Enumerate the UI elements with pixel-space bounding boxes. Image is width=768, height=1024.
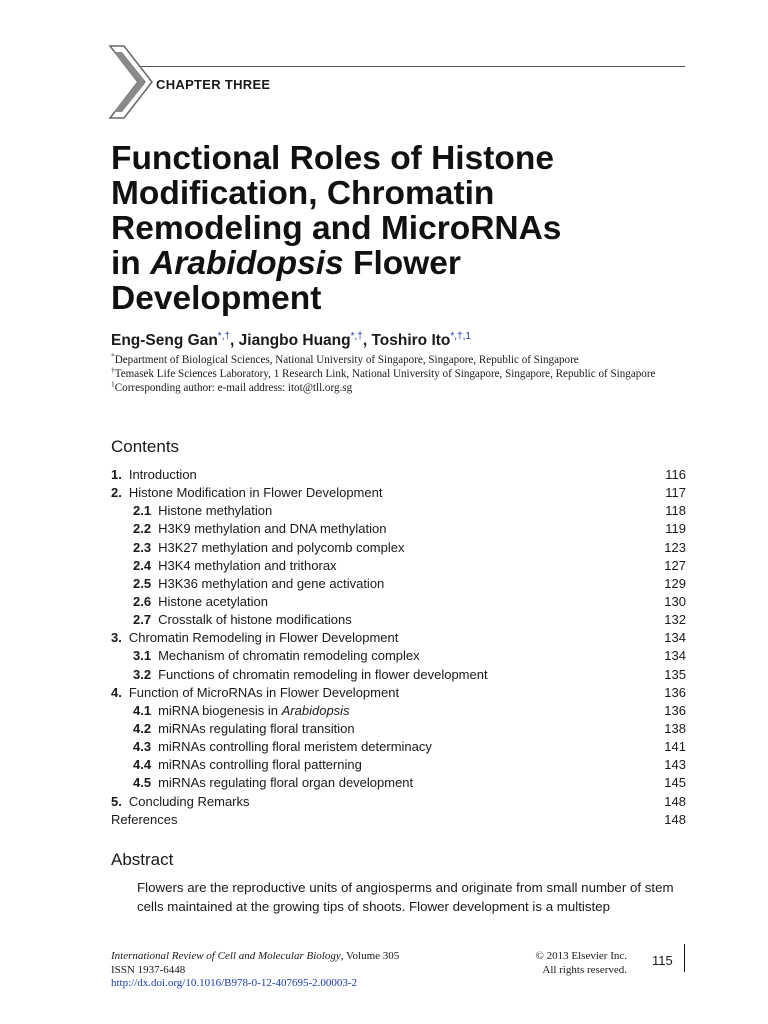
affiliation-mark: *: [111, 351, 115, 361]
toc-entry[interactable]: [111, 539, 686, 557]
toc-entry-title: H3K36 methylation and gene activation: [158, 575, 385, 591]
toc-entry-page: 136: [664, 702, 686, 718]
author-affiliation-marks: *,†,1: [450, 330, 471, 342]
toc-entry-page: 148: [664, 793, 686, 809]
toc-entry-page: 119: [665, 521, 686, 537]
chapter-label: CHAPTER THREE: [156, 77, 271, 92]
toc-entry-page: 130: [664, 593, 686, 609]
toc-entry-label: [133, 557, 337, 575]
toc-entry[interactable]: [111, 756, 686, 774]
toc-entry-page: 118: [665, 503, 686, 519]
toc-entry-page: 148: [664, 811, 686, 827]
toc-entry-label: [111, 629, 398, 647]
page-number: 115: [652, 953, 673, 968]
toc-entry-page: 134: [664, 648, 686, 664]
toc-entry-number: 3.: [111, 630, 122, 646]
toc-entry-title: miRNA biogenesis in: [158, 702, 282, 718]
toc-entry-title: miRNAs controlling floral patterning: [158, 757, 362, 773]
toc-entry-page: 123: [664, 539, 686, 555]
toc-entry[interactable]: [111, 557, 686, 575]
toc-entry-title: Crosstalk of histone modifications: [158, 612, 352, 628]
toc-entry-label: [111, 793, 250, 811]
chapter-header-rule: [135, 66, 685, 67]
toc-entry-title: miRNAs regulating floral transition: [158, 720, 355, 736]
title-line: Development: [111, 280, 322, 317]
toc-entry-title: H3K27 methylation and polycomb complex: [158, 539, 405, 555]
toc-entry-number: 2.4: [133, 557, 152, 573]
toc-entry-number: 2.6: [133, 593, 152, 609]
toc-entry-label: [133, 593, 268, 611]
toc-entry-page: 135: [664, 666, 686, 682]
toc-entry-number: 4.5: [133, 775, 152, 791]
toc-entry-number: 1.: [111, 467, 122, 482]
toc-entry-number: 2.5: [133, 575, 152, 591]
journal-line: [111, 950, 399, 964]
contents-heading: Contents: [111, 437, 180, 456]
doi-link[interactable]: http://dx.doi.org/10.1016/B978-0-12-407695-2.00003-2: [111, 977, 358, 989]
toc-entry[interactable]: [111, 811, 686, 829]
author-affiliation-marks: *,†: [350, 330, 363, 342]
author-name: Toshiro Ito: [371, 332, 451, 349]
author-separator: ,: [230, 332, 239, 349]
title-line: Remodeling and MicroRNAs: [111, 210, 562, 247]
toc-entry-title: Histone methylation: [158, 503, 273, 519]
toc-entry-label: [111, 466, 197, 484]
toc-entry-page: 132: [664, 612, 686, 628]
toc-entry-label: [133, 575, 384, 593]
toc-entry-title: H3K4 methylation and trithorax: [158, 557, 337, 573]
journal-volume: , Volume 305: [340, 950, 400, 962]
toc-entry-number: 4.4: [133, 757, 152, 773]
toc-entry-title: miRNAs controlling floral meristem determinacy: [158, 739, 432, 755]
toc-entry[interactable]: [111, 720, 686, 738]
toc-entry-page: 143: [664, 757, 686, 773]
toc-entry-title: H3K9 methylation and DNA methylation: [158, 521, 387, 537]
title-line: Modification, Chromatin: [111, 175, 495, 212]
affiliations: [111, 353, 691, 395]
toc-entry-page: 136: [664, 684, 686, 700]
toc-entry[interactable]: [111, 774, 686, 792]
affiliation-mark: 1: [111, 379, 115, 389]
abstract-text: Flowers are the reproductive units of angiosperms and originate from small number of stem cells maintained at the growing tips of shoots. Flower development is a multistep: [137, 880, 674, 914]
toc-entry-label: [133, 666, 488, 684]
toc-entry[interactable]: [111, 702, 686, 720]
toc-entry-title: References: [111, 811, 178, 827]
toc-entry-page: 129: [664, 575, 686, 591]
toc-entry-label: [133, 702, 350, 720]
rights-text: All rights reserved.: [542, 963, 627, 976]
toc-entry-page: 141: [664, 739, 686, 755]
affiliation-text: Temasek Life Sciences Laboratory, 1 Research Link, National University of Singapore, Singapore, Republic of Singapore: [114, 368, 656, 380]
toc-entry-label: [133, 738, 432, 756]
chevron-icon: [108, 44, 154, 120]
title-line: Flower: [343, 245, 461, 282]
toc-entry-label: [133, 539, 405, 557]
toc-entry-number: 4.2: [133, 720, 152, 736]
author-list: [111, 332, 471, 350]
toc-entry[interactable]: [111, 466, 686, 484]
toc-entry-label: [111, 484, 382, 502]
toc-entry-number: 4.: [111, 684, 122, 700]
toc-entry-page: 145: [664, 775, 686, 791]
toc-entry[interactable]: [111, 738, 686, 756]
toc-entry[interactable]: [111, 611, 686, 629]
toc-entry[interactable]: [111, 484, 686, 502]
toc-entry-number: 2.1: [133, 503, 152, 519]
toc-entry-label: [111, 811, 177, 829]
author-separator: ,: [362, 332, 372, 349]
footer-copyright: [509, 950, 627, 977]
toc-entry-label: [133, 720, 355, 738]
affiliation-text: Corresponding author: e-mail address: itot@tll.org.sg: [114, 382, 353, 394]
toc-entry-label: [133, 774, 413, 792]
title-line: Functional Roles of Histone: [111, 140, 554, 177]
toc-entry-label: [111, 684, 399, 702]
toc-entry-number: 4.3: [133, 739, 152, 755]
toc-entry[interactable]: [111, 575, 686, 593]
page-number-rule: [684, 944, 685, 972]
affiliation-item: [111, 353, 691, 367]
toc-entry[interactable]: [111, 593, 686, 611]
toc-entry-number: 2.3: [133, 539, 152, 555]
toc-entry-number: 2.: [111, 485, 122, 501]
toc-entry-page: 116: [665, 467, 686, 482]
article-title: [111, 141, 711, 316]
affiliation-item: [111, 367, 691, 381]
abstract-heading: Abstract: [111, 850, 174, 869]
affiliation-item: [111, 381, 691, 395]
toc-entry-title: Function of MicroRNAs in Flower Development: [128, 684, 400, 700]
toc-entry-page: 127: [664, 557, 686, 573]
affiliation-text: Department of Biological Sciences, National University of Singapore, Singapore, Republic of Singapore: [114, 354, 579, 366]
toc-entry-page: 138: [664, 720, 686, 736]
toc-entry-label: [133, 647, 420, 665]
toc-entry-title: Concluding Remarks: [128, 793, 250, 809]
title-italic-term: Arabidopsis: [150, 245, 344, 282]
toc-entry[interactable]: [111, 629, 686, 647]
toc-entry-label: [133, 611, 352, 629]
toc-entry-title: Chromatin Remodeling in Flower Development: [128, 630, 399, 646]
author-name: Jiangbo Huang: [238, 332, 351, 349]
toc-entry-number: 3.1: [133, 648, 152, 664]
toc-entry-title-italic: Arabidopsis: [281, 702, 350, 718]
toc-entry-number: 5.: [111, 793, 122, 809]
toc-entry[interactable]: [111, 793, 686, 811]
toc-entry-page: 134: [664, 630, 686, 646]
toc-entry[interactable]: [111, 684, 686, 702]
toc-entry-label: [133, 502, 272, 520]
toc-entry-number: 3.2: [133, 666, 152, 682]
toc-entry-page: 117: [665, 485, 686, 501]
toc-entry-number: 2.7: [133, 612, 152, 628]
footer-citation: [111, 950, 399, 991]
toc-entry-title: Functions of chromatin remodeling in flower development: [158, 666, 488, 682]
toc-entry[interactable]: [111, 502, 686, 520]
issn: ISSN 1937-6448: [111, 963, 186, 976]
journal-name: International Review of Cell and Molecular Biology: [111, 950, 341, 962]
toc-entry-label: [133, 520, 386, 538]
toc-entry-number: 2.2: [133, 521, 152, 537]
toc-entry-title: Histone acetylation: [158, 593, 268, 609]
toc-entry[interactable]: [111, 666, 686, 684]
author-affiliation-marks: *,†: [217, 330, 231, 342]
copyright-text: © 2013 Elsevier Inc.: [535, 950, 627, 962]
toc-entry-label: [133, 756, 362, 774]
toc-entry-title: Histone Modification in Flower Development: [128, 485, 383, 501]
title-line: in: [111, 245, 151, 282]
affiliation-mark: †: [111, 365, 115, 375]
toc-entry-title: miRNAs regulating floral organ development: [158, 775, 414, 791]
toc-entry[interactable]: [111, 647, 686, 665]
author-name: Eng-Seng Gan: [111, 332, 218, 349]
toc-entry-title: Introduction: [128, 467, 197, 482]
table-of-contents: [111, 466, 686, 829]
toc-entry-number: 4.1: [133, 702, 152, 718]
toc-entry[interactable]: [111, 520, 686, 538]
toc-entry-title: Mechanism of chromatin remodeling complex: [158, 648, 420, 664]
